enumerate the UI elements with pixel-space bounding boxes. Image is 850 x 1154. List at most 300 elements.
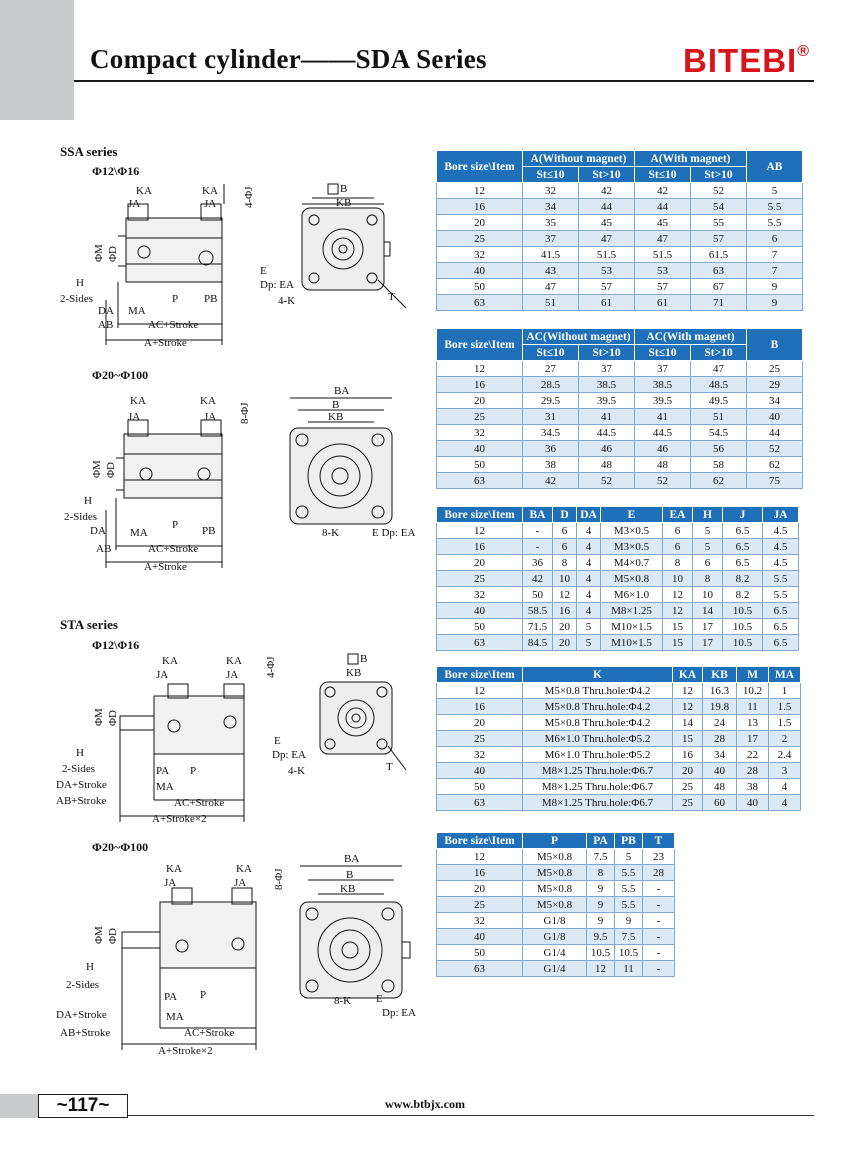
table-cell: 50 xyxy=(523,587,553,603)
bore-size-cell: 50 xyxy=(437,779,523,795)
table-cell: 1.5 xyxy=(769,699,801,715)
svg-text:AB+Stroke: AB+Stroke xyxy=(56,795,107,807)
bore-size-cell: 40 xyxy=(437,763,523,779)
table-cell: 38 xyxy=(523,457,579,473)
table-cell: 54 xyxy=(691,199,747,215)
table-cell: 40 xyxy=(737,795,769,811)
table-cell: 54.5 xyxy=(691,425,747,441)
bore-size-cell: 16 xyxy=(437,199,523,215)
table-row xyxy=(437,247,803,263)
table-cell: G1/4 xyxy=(523,961,587,977)
bore-size-cell: 40 xyxy=(437,929,523,945)
table-cell: 34 xyxy=(523,199,579,215)
column-header: P xyxy=(523,833,587,849)
svg-text:2-Sides: 2-Sides xyxy=(62,763,95,775)
table-cell: G1/8 xyxy=(523,913,587,929)
svg-text:KA: KA xyxy=(166,863,182,875)
column-header: K xyxy=(523,667,673,683)
table-cell: 51 xyxy=(691,409,747,425)
bore-size-cell: 50 xyxy=(437,279,523,295)
svg-text:KA: KA xyxy=(236,863,252,875)
table-cell: 12 xyxy=(553,587,577,603)
table-row xyxy=(437,731,801,747)
svg-text:T: T xyxy=(386,761,393,773)
table-row xyxy=(437,361,803,377)
table-cell: 6 xyxy=(553,523,577,539)
table-row xyxy=(437,795,801,811)
table-cell: 29 xyxy=(747,377,803,393)
table-cell: 47 xyxy=(635,231,691,247)
bore-size-cell: 40 xyxy=(437,441,523,457)
table-cell: 13 xyxy=(737,715,769,731)
table-row xyxy=(437,961,675,977)
footer-rule xyxy=(128,1115,814,1116)
table-cell: 63 xyxy=(691,263,747,279)
table-row xyxy=(437,409,803,425)
bore-size-cell: 50 xyxy=(437,945,523,961)
table-row xyxy=(437,523,799,539)
table-cell: 2 xyxy=(769,731,801,747)
svg-text:KB: KB xyxy=(346,667,362,679)
page-title: Compact cylinder——SDA Series xyxy=(90,44,487,74)
table-row xyxy=(437,377,803,393)
svg-text:ΦD: ΦD xyxy=(105,462,117,478)
bore-size-cell: 16 xyxy=(437,865,523,881)
table-cell: 45 xyxy=(635,215,691,231)
table-row xyxy=(437,619,799,635)
svg-text:8-ΦJ: 8-ΦJ xyxy=(273,868,285,890)
bore-size-cell: 50 xyxy=(437,457,523,473)
table-cell: 14 xyxy=(693,603,723,619)
table-cell: 58.5 xyxy=(523,603,553,619)
bore-size-cell: 20 xyxy=(437,393,523,409)
column-header: PA xyxy=(587,833,615,849)
table-cell: 25 xyxy=(673,779,703,795)
table-cell: 61 xyxy=(635,295,691,311)
table-cell: 45 xyxy=(579,215,635,231)
table-cell: 25 xyxy=(747,361,803,377)
table-cell: 2.4 xyxy=(769,747,801,763)
sta-small-bore-label: Φ12\Φ16 xyxy=(92,638,140,652)
bore-size-cell: 32 xyxy=(437,747,523,763)
table-cell: 47 xyxy=(691,361,747,377)
page-number: ~117~ xyxy=(38,1094,128,1118)
bore-header: Bore size\Item xyxy=(437,667,523,683)
ssa-large-bore-label: Φ20~Φ100 xyxy=(92,368,149,382)
table-cell: 11 xyxy=(615,961,643,977)
sta-series-label: STA series xyxy=(60,617,118,632)
table-cell: M3×0.5 xyxy=(601,523,663,539)
table-cell: 51 xyxy=(523,295,579,311)
table-k-body xyxy=(437,683,801,811)
table-cell: 4.5 xyxy=(763,523,799,539)
column-header: D xyxy=(553,507,577,523)
bore-header: Bore size\Item xyxy=(437,151,523,183)
table-row xyxy=(437,603,799,619)
table-cell: M5×0.8 xyxy=(523,881,587,897)
table-cell: 39.5 xyxy=(579,393,635,409)
table-cell: 41.5 xyxy=(523,247,579,263)
svg-text:Dp: EA: Dp: EA xyxy=(382,1007,416,1019)
svg-text:4-K: 4-K xyxy=(288,765,306,777)
table-cell: 44.5 xyxy=(579,425,635,441)
table-cell: 9 xyxy=(587,881,615,897)
table-cell: 5 xyxy=(615,849,643,865)
bore-size-cell: 12 xyxy=(437,849,523,865)
table-row xyxy=(437,763,801,779)
table-cell: 48 xyxy=(579,457,635,473)
table-cell: 42 xyxy=(579,183,635,199)
svg-text:DA: DA xyxy=(90,525,106,537)
svg-text:PB: PB xyxy=(202,525,216,537)
table-cell: 52 xyxy=(579,473,635,489)
table-cell: M10×1.5 xyxy=(601,619,663,635)
website-url: www.btbjx.com xyxy=(385,1097,465,1111)
table-cell: 39.5 xyxy=(635,393,691,409)
bore-size-cell: 63 xyxy=(437,795,523,811)
table-row xyxy=(437,555,799,571)
table-cell: 71 xyxy=(691,295,747,311)
svg-text:2-Sides: 2-Sides xyxy=(64,511,97,523)
sta-small-side-drawing xyxy=(56,652,277,832)
table-cell: 4.5 xyxy=(763,555,799,571)
table-cell: 6 xyxy=(663,523,693,539)
svg-text:DA: DA xyxy=(98,305,114,317)
column-header: MA xyxy=(769,667,801,683)
svg-text:B: B xyxy=(346,869,354,881)
table-cell: - xyxy=(643,897,675,913)
table-cell: 28 xyxy=(737,763,769,779)
table-cell: 10 xyxy=(553,571,577,587)
table-cell: 20 xyxy=(553,635,577,651)
stroke-le10-header: St≤10 xyxy=(523,345,579,361)
b-header: B xyxy=(747,329,803,361)
table-cell: 16 xyxy=(553,603,577,619)
table-cell: M3×0.5 xyxy=(601,539,663,555)
column-header: H xyxy=(693,507,723,523)
table-cell: 10.5 xyxy=(723,603,763,619)
table-k-dimensions xyxy=(436,666,801,811)
svg-text:PB: PB xyxy=(204,293,218,305)
table-cell: 23 xyxy=(643,849,675,865)
table-row xyxy=(437,897,675,913)
svg-text:KA: KA xyxy=(130,395,146,407)
table-cell: 41 xyxy=(635,409,691,425)
table-p-dimensions xyxy=(436,832,675,977)
sta-large-side-drawing xyxy=(56,858,285,1058)
svg-text:JA: JA xyxy=(164,877,177,889)
svg-text:KA: KA xyxy=(226,655,242,667)
table-cell: 34.5 xyxy=(523,425,579,441)
brand-logo: BITEBI® xyxy=(683,42,810,79)
table-cell: 6 xyxy=(693,555,723,571)
table-cell: 42 xyxy=(523,473,579,489)
svg-text:JA: JA xyxy=(204,411,217,423)
column-header: E xyxy=(601,507,663,523)
table-row xyxy=(437,945,675,961)
table-cell: 29.5 xyxy=(523,393,579,409)
table-cell: 3 xyxy=(769,763,801,779)
svg-text:ΦM: ΦM xyxy=(93,244,105,262)
table-cell: 28 xyxy=(643,865,675,881)
table-cell: 8.2 xyxy=(723,571,763,587)
bore-size-cell: 16 xyxy=(437,377,523,393)
svg-text:A+Stroke: A+Stroke xyxy=(144,337,187,349)
svg-text:T: T xyxy=(388,291,395,303)
bore-size-cell: 63 xyxy=(437,961,523,977)
table-cell: 1.5 xyxy=(769,715,801,731)
bore-size-cell: 40 xyxy=(437,603,523,619)
bore-size-cell: 25 xyxy=(437,897,523,913)
table-cell: 10 xyxy=(693,587,723,603)
table-cell: 4.5 xyxy=(763,539,799,555)
svg-text:AB+Stroke: AB+Stroke xyxy=(60,1027,111,1039)
svg-text:A+Stroke×2: A+Stroke×2 xyxy=(152,813,207,825)
svg-text:KB: KB xyxy=(336,197,352,209)
table-row xyxy=(437,587,799,603)
column-header: J xyxy=(723,507,763,523)
table-cell: 34 xyxy=(747,393,803,409)
column-header: EA xyxy=(663,507,693,523)
table-cell: M5×0.8 xyxy=(523,849,587,865)
table-cell: 57 xyxy=(579,279,635,295)
table-cell: 9 xyxy=(747,295,803,311)
table-cell: 24 xyxy=(703,715,737,731)
table-cell: 4 xyxy=(577,603,601,619)
table-cell: 47 xyxy=(523,279,579,295)
svg-text:8-ΦJ: 8-ΦJ xyxy=(239,402,251,424)
table-cell: 8 xyxy=(663,555,693,571)
table-cell: 9.5 xyxy=(587,929,615,945)
bore-size-cell: 12 xyxy=(437,523,523,539)
table-cell: 12 xyxy=(663,587,693,603)
svg-text:8-K: 8-K xyxy=(334,995,352,1007)
table-row xyxy=(437,913,675,929)
table-cell: 6.5 xyxy=(763,619,799,635)
table-cell: 12 xyxy=(673,683,703,699)
table-cell: 7.5 xyxy=(615,929,643,945)
table-cell: 41 xyxy=(579,409,635,425)
table-cell: 42 xyxy=(523,571,553,587)
table-row xyxy=(437,683,801,699)
table-row xyxy=(437,881,675,897)
table-cell: 84.5 xyxy=(523,635,553,651)
bore-size-cell: 63 xyxy=(437,635,523,651)
table-cell: 44 xyxy=(747,425,803,441)
table-cell: 48.5 xyxy=(691,377,747,393)
svg-text:ΦM: ΦM xyxy=(93,926,105,944)
bore-header: Bore size\Item xyxy=(437,507,523,523)
table-cell: 10 xyxy=(663,571,693,587)
table-row xyxy=(437,199,803,215)
table-cell: 6 xyxy=(553,539,577,555)
table-cell: 1 xyxy=(769,683,801,699)
svg-text:4-K: 4-K xyxy=(278,295,296,307)
table-row xyxy=(437,929,675,945)
table-cell: 75 xyxy=(747,473,803,489)
table-cell: 28.5 xyxy=(523,377,579,393)
table-row xyxy=(437,715,801,731)
table-cell: 6.5 xyxy=(723,555,763,571)
table-cell: 44 xyxy=(579,199,635,215)
table-row xyxy=(437,263,803,279)
table-cell: 40 xyxy=(703,763,737,779)
table-cell: M8×1.25 xyxy=(601,603,663,619)
bore-size-cell: 25 xyxy=(437,409,523,425)
column-header: BA xyxy=(523,507,553,523)
stroke-le10-header: St≤10 xyxy=(523,167,579,183)
table-cell: 9 xyxy=(587,913,615,929)
bore-header: Bore size\Item xyxy=(437,833,523,849)
table-cell: 9 xyxy=(587,897,615,913)
table-cell: 61.5 xyxy=(691,247,747,263)
ssa-small-side-drawing xyxy=(56,180,255,355)
table-ba-body xyxy=(437,523,799,651)
bore-size-cell: 20 xyxy=(437,715,523,731)
svg-text:A+Stroke×2: A+Stroke×2 xyxy=(158,1045,213,1057)
ssa-series-label: SSA series xyxy=(60,144,118,159)
table-cell: 16.3 xyxy=(703,683,737,699)
bore-size-cell: 12 xyxy=(437,683,523,699)
stroke-gt10-header: St>10 xyxy=(691,345,747,361)
a-without-magnet-header: A(Without magnet) xyxy=(523,151,635,167)
table-cell: 57 xyxy=(691,231,747,247)
svg-text:JA: JA xyxy=(128,198,141,210)
svg-text:AB: AB xyxy=(98,319,114,331)
svg-text:KB: KB xyxy=(340,883,356,895)
stroke-gt10-header: St>10 xyxy=(691,167,747,183)
table-cell: M10×1.5 xyxy=(601,635,663,651)
svg-text:Dp: EA: Dp: EA xyxy=(272,749,306,761)
table-cell: 4 xyxy=(769,795,801,811)
table-cell: 36 xyxy=(523,555,553,571)
svg-text:E Dp: EA: E Dp: EA xyxy=(372,527,416,539)
table-ba-dimensions xyxy=(436,506,799,651)
table-cell: 6 xyxy=(663,539,693,555)
table-cell: 12 xyxy=(673,699,703,715)
svg-text:AB: AB xyxy=(96,543,112,555)
table-cell: 44.5 xyxy=(635,425,691,441)
svg-text:B: B xyxy=(332,399,340,411)
table-cell: 51.5 xyxy=(579,247,635,263)
svg-text:BA: BA xyxy=(344,853,360,865)
table-cell: 4 xyxy=(577,523,601,539)
table-row xyxy=(437,571,799,587)
svg-text:JA: JA xyxy=(156,669,169,681)
table-row xyxy=(437,635,799,651)
table-cell: 4 xyxy=(577,587,601,603)
table-cell: 40 xyxy=(747,409,803,425)
table-cell: - xyxy=(643,913,675,929)
table-cell: - xyxy=(643,881,675,897)
table-cell: 4 xyxy=(577,539,601,555)
table-cell: 22 xyxy=(737,747,769,763)
svg-text:AC+Stroke: AC+Stroke xyxy=(148,543,199,555)
table-cell: 5 xyxy=(577,635,601,651)
table-row xyxy=(437,441,803,457)
table-cell: 5.5 xyxy=(747,199,803,215)
table-cell: 46 xyxy=(635,441,691,457)
table-cell: 10.5 xyxy=(723,635,763,651)
sta-small-end-drawing xyxy=(268,650,408,790)
svg-text:MA: MA xyxy=(128,305,146,317)
ab-header: AB xyxy=(747,151,803,183)
table-row xyxy=(437,279,803,295)
bore-size-cell: 32 xyxy=(437,425,523,441)
table-cell: - xyxy=(523,523,553,539)
svg-text:ΦM: ΦM xyxy=(91,460,103,478)
table-cell: 67 xyxy=(691,279,747,295)
table-cell: 6.5 xyxy=(723,523,763,539)
table-cell: 15 xyxy=(663,619,693,635)
table-cell: 57 xyxy=(635,279,691,295)
svg-text:E: E xyxy=(260,265,267,277)
table-ac-dimensions xyxy=(436,328,803,489)
table-cell: 53 xyxy=(579,263,635,279)
table-cell: 8.2 xyxy=(723,587,763,603)
bore-header: Bore size\Item xyxy=(437,329,523,361)
svg-text:B: B xyxy=(360,653,368,665)
table-cell: 34 xyxy=(703,747,737,763)
table-row xyxy=(437,183,803,199)
table-cell: 6.5 xyxy=(723,539,763,555)
table-cell: 17 xyxy=(693,619,723,635)
table-cell: 20 xyxy=(553,619,577,635)
table-cell: 5 xyxy=(577,619,601,635)
bore-size-cell: 63 xyxy=(437,473,523,489)
table-cell: 15 xyxy=(663,635,693,651)
table-cell: M6×1.0 Thru.hole:Φ5.2 xyxy=(523,747,673,763)
table-cell: - xyxy=(523,539,553,555)
table-cell: - xyxy=(643,929,675,945)
table-cell: 17 xyxy=(693,635,723,651)
table-cell: 52 xyxy=(747,441,803,457)
bore-size-cell: 12 xyxy=(437,183,523,199)
table-cell: 48 xyxy=(635,457,691,473)
svg-text:4-ΦJ: 4-ΦJ xyxy=(265,656,277,678)
svg-text:DA+Stroke: DA+Stroke xyxy=(56,1009,107,1021)
svg-text:P: P xyxy=(190,765,197,777)
table-cell: 61 xyxy=(579,295,635,311)
table-a-dimensions xyxy=(436,150,803,311)
table-cell: 19.8 xyxy=(703,699,737,715)
table-cell: 5.5 xyxy=(615,865,643,881)
svg-text:MA: MA xyxy=(130,527,148,539)
stroke-le10-header: St≤10 xyxy=(635,345,691,361)
svg-text:B: B xyxy=(340,183,348,195)
svg-text:PA: PA xyxy=(156,765,170,777)
table-cell: 38.5 xyxy=(579,377,635,393)
table-cell: - xyxy=(643,945,675,961)
table-cell: 37 xyxy=(579,361,635,377)
table-cell: 36 xyxy=(523,441,579,457)
table-cell: M5×0.8 xyxy=(601,571,663,587)
column-header: PB xyxy=(615,833,643,849)
svg-text:KA: KA xyxy=(202,185,218,197)
table-cell: 5 xyxy=(693,539,723,555)
table-cell: 37 xyxy=(635,361,691,377)
sta-large-end-drawing xyxy=(290,848,440,1020)
table-row xyxy=(437,393,803,409)
table-cell: 62 xyxy=(747,457,803,473)
table-cell: M8×1.25 Thru.hole:Φ6.7 xyxy=(523,779,673,795)
table-cell: 4 xyxy=(769,779,801,795)
table-cell: 60 xyxy=(703,795,737,811)
table-cell: 5.5 xyxy=(763,587,799,603)
table-row xyxy=(437,865,675,881)
table-cell: 20 xyxy=(673,763,703,779)
bore-size-cell: 16 xyxy=(437,539,523,555)
